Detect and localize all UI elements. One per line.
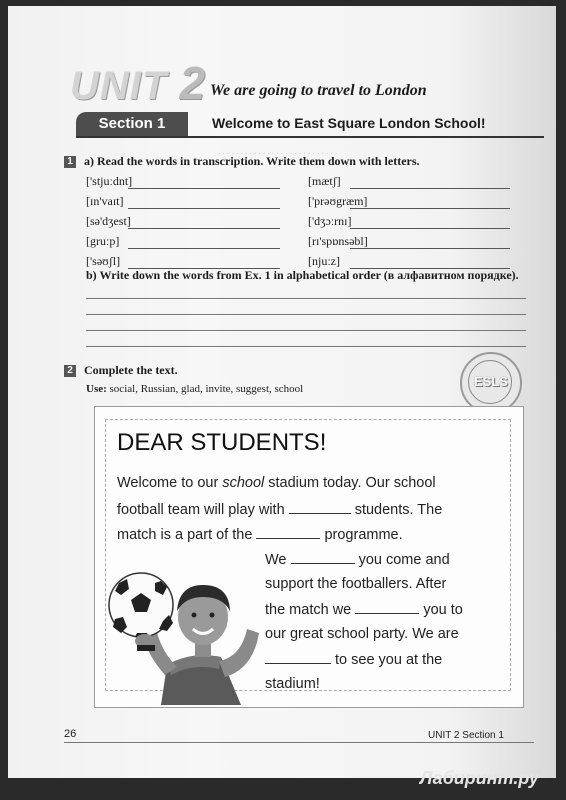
gap-5[interactable] — [265, 651, 331, 664]
writing-line[interactable] — [86, 330, 526, 331]
answer-line[interactable] — [350, 196, 510, 209]
writing-line[interactable] — [86, 314, 526, 315]
transcription-row — [308, 194, 510, 209]
transcription-word: ['stjuːdnt] — [86, 174, 133, 188]
transcription-word: ['dʒɔːrnɪ] — [308, 214, 352, 228]
transcription-row — [86, 214, 280, 229]
transcription-row — [86, 234, 280, 249]
answer-line[interactable] — [128, 176, 280, 189]
exercise-1-number: 1 — [64, 156, 76, 168]
answer-line[interactable] — [350, 216, 510, 229]
section-title: Welcome to East Square London School! — [212, 115, 486, 131]
unit-title: We are going to travel to London — [210, 82, 427, 99]
notice-line-3: match is a part of the programme. — [117, 527, 403, 543]
exercise-1b-instruction: b) Write down the words from Ex. 1 in alphabetical order (в алфавитном порядке). — [86, 268, 519, 282]
watermark-logo: Лабиринт.ру — [420, 768, 539, 788]
exercise-1a-instruction: a) Read the words in transcription. Write them down with letters. — [84, 154, 420, 168]
gap-1[interactable] — [289, 501, 351, 514]
answer-line[interactable] — [128, 196, 280, 209]
notice-board — [94, 406, 524, 708]
transcription-word: [sə'dʒest] — [86, 214, 131, 228]
boy-with-football-photo — [101, 557, 261, 705]
transcription-word: [rɪ'spɒnsəbl] — [308, 234, 368, 248]
notice-heading: DEAR STUDENTS! — [117, 429, 327, 456]
exercise-2-instruction: Complete the text. — [84, 363, 178, 377]
transcription-word: [mætʃ] — [308, 174, 341, 188]
gap-4[interactable] — [355, 601, 419, 614]
transcription-word: [ɪn'vaɪt] — [86, 194, 124, 208]
writing-line[interactable] — [86, 298, 526, 299]
notice-line-2: football team will play with students. The — [117, 502, 443, 518]
transcription-row — [86, 254, 280, 269]
transcription-word: [gruːp] — [86, 234, 120, 248]
answer-line[interactable] — [128, 236, 280, 249]
page-number: 26 — [64, 728, 77, 740]
word-bank-words: social, Russian, glad, invite, suggest, school — [109, 383, 304, 395]
transcription-row — [86, 174, 280, 189]
workbook-page: UNIT 2 We are going to travel to London Section 1 Welcome to East Square London School! . . . . . . . . . . . . . . . . . . . . . . . . . . . 1 a) Read the words in transcription. Write them down with letters. ['stjuːdnt] [ɪn'vaɪt] [sə'dʒest] [gruːp] ['səʊʃl] [mætʃ] ['prəʊgræm] ['dʒɔːrnɪ] [rɪ'spɒnsəbl] [njuːz] b) Write down the words from Ex. 1 in alphabetical order (в алфавитном порядке). 2 Complete the text. Use: social, Russian, glad, invite, suggest, school ESLS DEAR STUDENTS! Welcome to our school stadium today. Our school football team will play with students. The match is a part of the programme. We you come and support the footballers. After the match we you to our great school party. We are to see you at the stadium! 26 UNIT 2 Section 1 — [8, 6, 556, 778]
answer-line[interactable] — [350, 236, 510, 249]
answer-line[interactable] — [128, 216, 280, 229]
transcription-row — [86, 194, 280, 209]
unit-number: 2 — [179, 57, 207, 109]
transcription-word: ['səʊʃl] — [86, 254, 121, 268]
notice-line-6: the match we you to — [265, 602, 463, 618]
running-head: UNIT 2 Section 1 — [428, 730, 504, 741]
section-tab: Section 1 — [76, 112, 188, 136]
unit-word: UNIT — [70, 64, 168, 108]
transcription-row — [308, 234, 510, 249]
notice-line-1: Welcome to our school stadium today. Our school — [117, 475, 436, 491]
footer-rule — [64, 742, 534, 743]
exercise-2-number: 2 — [64, 365, 76, 377]
notice-line-9: stadium! — [265, 676, 320, 692]
unit-logo — [70, 56, 206, 110]
transcription-row — [308, 254, 510, 269]
answer-line[interactable] — [350, 176, 510, 189]
transcription-word: ['prəʊgræm] — [308, 194, 368, 208]
transcription-row — [308, 174, 510, 189]
gap-3[interactable] — [291, 551, 355, 564]
esls-stamp-logo: ESLS — [460, 352, 522, 414]
transcription-row — [308, 214, 510, 229]
notice-line-8: to see you at the — [265, 651, 442, 668]
gap-2[interactable] — [256, 526, 320, 539]
notice-line-5: support the footballers. After — [265, 576, 447, 592]
notice-line-7: our great school party. We are — [265, 626, 459, 642]
notice-line-4: We you come and — [265, 552, 450, 568]
word-bank-label: Use: — [86, 383, 107, 395]
transcription-word: [njuːz] — [308, 254, 340, 268]
word-bank — [86, 383, 303, 395]
section-bar — [76, 112, 544, 138]
writing-line[interactable] — [86, 346, 526, 347]
